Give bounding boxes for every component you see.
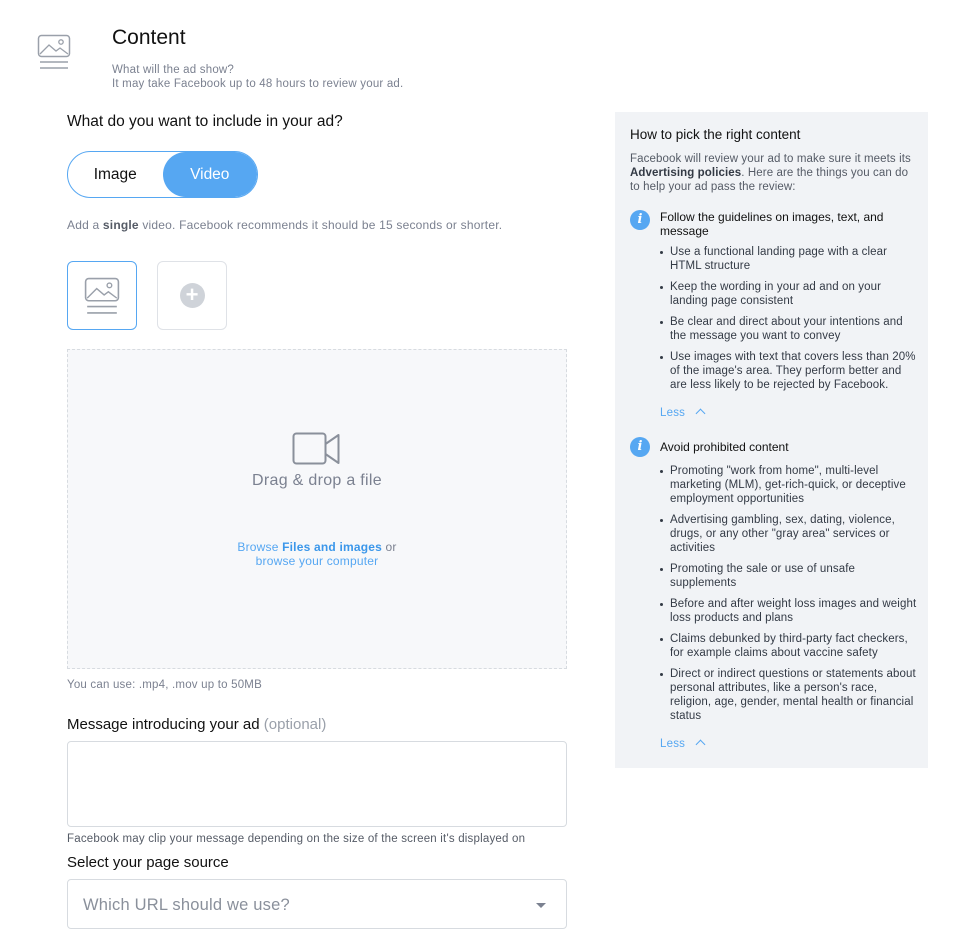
list-item: Promoting the sale or use of unsafe supplements <box>660 562 920 590</box>
message-textarea[interactable] <box>67 741 567 827</box>
list-item: Direct or indirect questions or statements about personal attributes, like a person's race, religion, age, gender, mental health or financial status <box>660 667 920 723</box>
subtitle-line-1: What will the ad show? <box>112 64 235 76</box>
image-placeholder-icon <box>37 34 71 70</box>
dropzone-title: Drag & drop a file <box>252 472 382 489</box>
browse-links <box>68 540 566 568</box>
content-question: What do you want to include in your ad? <box>67 113 343 130</box>
page-source-select[interactable] <box>67 879 567 929</box>
list-item: Keep the wording in your ad and on your landing page consistent <box>660 280 920 308</box>
video-option-button[interactable]: Video <box>163 152 258 197</box>
message-label <box>67 716 326 733</box>
browse-computer-link[interactable]: browse your computer <box>255 554 379 568</box>
file-format-note: You can use: .mp4, .mov up to 50MB <box>67 679 262 691</box>
video-camera-icon <box>292 432 342 466</box>
image-placeholder-icon <box>84 276 120 316</box>
section-heading-prohibited: Avoid prohibited content <box>660 440 789 454</box>
panel-title: How to pick the right content <box>630 127 801 142</box>
info-icon: i <box>630 210 650 230</box>
optional-tag: (optional) <box>263 716 327 733</box>
page-source-placeholder: Which URL should we use? <box>83 896 290 914</box>
upload-hint <box>67 218 502 232</box>
hint-bold: single <box>102 218 139 232</box>
browse-files-link[interactable]: Files and images <box>282 540 383 554</box>
advertising-policies-link[interactable]: Advertising policies <box>630 167 742 179</box>
panel-intro-suffix: . Here are the things you can do to help your ad pass the review: <box>630 167 909 193</box>
message-note: Facebook may clip your message depending on the size of the screen it's displayed on <box>67 833 526 845</box>
page-subtitle <box>112 63 403 91</box>
list-item: Advertising gambling, sex, dating, violence, drugs, or any other "gray area" services or activities <box>660 513 920 555</box>
media-type-toggle <box>67 151 258 198</box>
file-dropzone[interactable] <box>67 349 567 669</box>
page-title: Content <box>112 26 186 49</box>
panel-intro-prefix: Facebook will review your ad to make sure it meets its <box>630 153 911 165</box>
list-item: Promoting "work from home", multi-level marketing (MLM), get-rich-quick, or deceptive employment opportunities <box>660 464 920 506</box>
guidelines-list <box>660 245 920 399</box>
less-label: Less <box>660 738 686 750</box>
chevron-down-icon <box>536 903 546 908</box>
plus-icon: + <box>180 283 205 308</box>
list-item: Use images with text that covers less than 20% of the image's area. They perform better and are less likely to be rejected by Facebook. <box>660 350 920 392</box>
add-media-button[interactable] <box>157 261 227 330</box>
image-option-button[interactable]: Image <box>93 165 137 183</box>
page-source-label: Select your page source <box>67 854 229 871</box>
list-item: Be clear and direct about your intentions and the message you want to convey <box>660 315 920 343</box>
prohibited-list <box>660 464 920 730</box>
guidance-panel <box>615 112 928 768</box>
message-label-text: Message introducing your ad <box>67 716 260 733</box>
chevron-up-icon <box>696 409 706 419</box>
less-label: Less <box>660 407 686 419</box>
browse-or: or <box>382 540 397 554</box>
subtitle-line-2: It may take Facebook up to 48 hours to review your ad. <box>112 78 404 90</box>
less-toggle-prohibited[interactable] <box>660 738 704 750</box>
panel-intro <box>630 152 920 194</box>
list-item: Before and after weight loss images and weight loss products and plans <box>660 597 920 625</box>
less-toggle-guidelines[interactable] <box>660 407 704 419</box>
chevron-up-icon <box>696 740 706 750</box>
hint-suffix: video. Facebook recommends it should be 15 seconds or shorter. <box>138 218 503 232</box>
info-icon: i <box>630 437 650 457</box>
section-heading-guidelines: Follow the guidelines on images, text, and message <box>660 210 884 238</box>
list-item: Use a functional landing page with a clear HTML structure <box>660 245 920 273</box>
browse-prefix: Browse <box>237 540 283 554</box>
list-item: Claims debunked by third-party fact checkers, for example claims about vaccine safety <box>660 632 920 660</box>
hint-prefix: Add a <box>67 218 103 232</box>
media-thumbnail-selected[interactable] <box>67 261 137 330</box>
